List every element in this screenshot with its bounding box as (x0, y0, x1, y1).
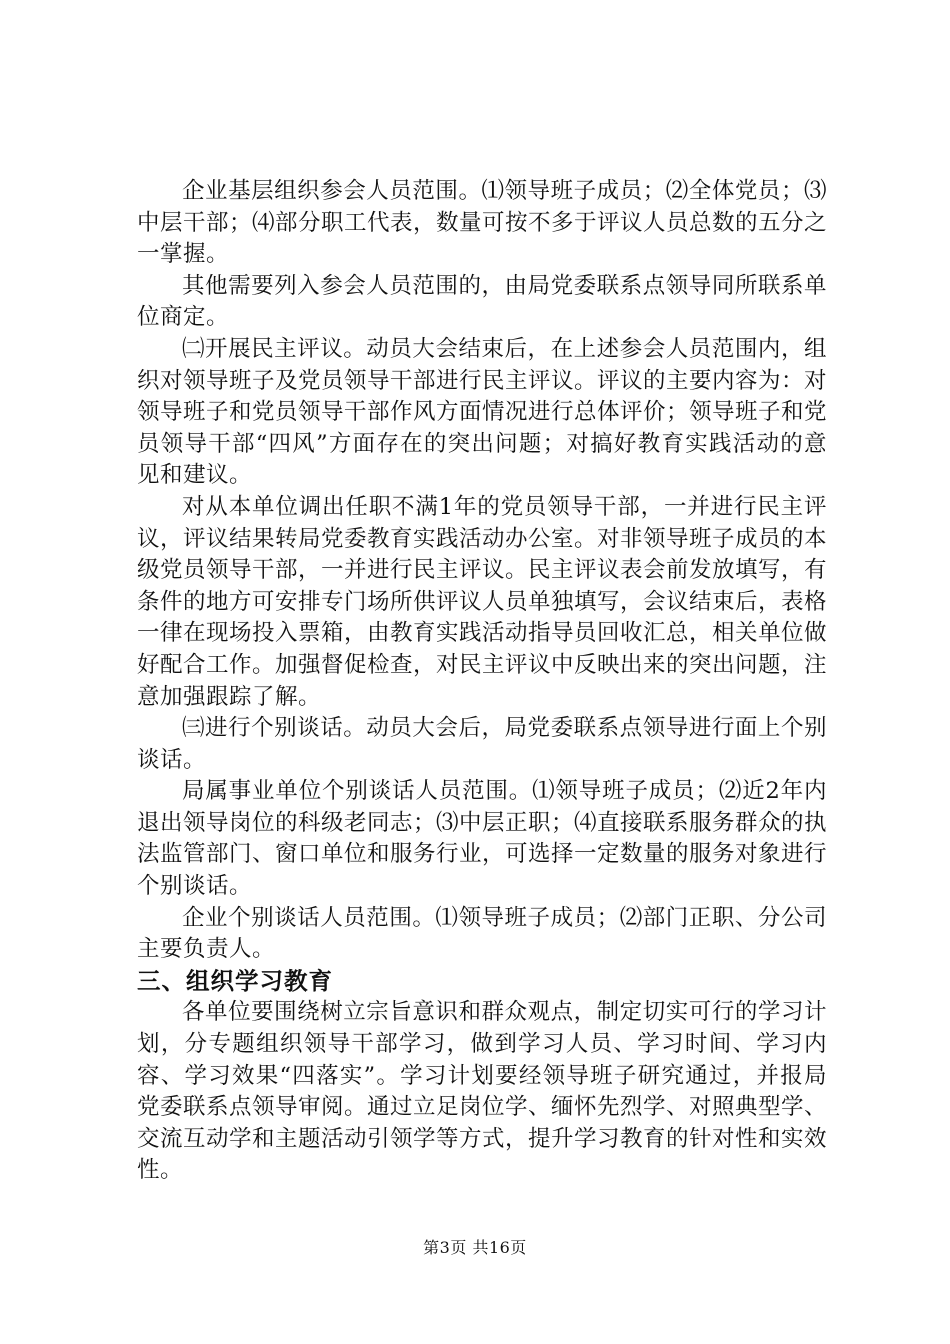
paragraph-attendee-scope-enterprise: 企业基层组织参会人员范围。⑴领导班子成员；⑵全体党员；⑶中层干部；⑷部分职工代表，数量可按不多于评议人员总数的五分之一掌握。 (137, 178, 828, 268)
paragraph-talk-scope-institutions: 局属事业单位个别谈话人员范围。⑴领导班子成员；⑵近2年内退出领导岗位的科级老同志；⑶中层正职；⑷直接联系服务群众的执法监管部门、窗口单位和服务行业，可选择一定数量的服务对象进行个别谈话。 (137, 778, 828, 900)
paragraph-individual-talks: ㈢进行个别谈话。动员大会后，局党委联系点领导进行面上个别谈话。 (137, 715, 827, 773)
paragraph-talk-scope-enterprise: 企业个别谈话人员范围。⑴领导班子成员；⑵部门正职、分公司主要负责人。 (137, 904, 827, 963)
page-footer: 第3页 共16页 (423, 1238, 527, 1257)
section-heading: 三、组织学习教育 (137, 966, 333, 995)
paragraph-other-attendees: 其他需要列入参会人员范围的，由局党委联系点领导同所联系单位商定。 (137, 272, 827, 331)
paragraph-democratic-review: ㈡开展民主评议。动员大会结束后，在上述参会人员范围内，组织对领导班子及党员领导干部进行民主评议。评议的主要内容为：对领导班子和党员领导干部作风方面情况进行总体评价；领导班子和党员领导干部“四风”方面存在的突出问题；对搞好教育实践活动的意见和建议。 (137, 335, 828, 489)
paragraph-review-details: 对从本单位调出任职不满1年的党员领导干部，一并进行民主评议，评议结果转局党委教育实践活动办公室。对非领导班子成员的本级党员领导干部，一并进行民主评议。民主评议表会前发放填写，有条件的地方可安排专门场所供评议人员单独填写，会议结束后，表格一律在现场投入票箱，由教育实践活动指导员回收汇总，相关单位做好配合工作。加强督促检查，对民主评议中反映出来的突出问题，注意加强跟踪了解。 (137, 493, 828, 710)
paragraph-study-plan: 各单位要围绕树立宗旨意识和群众观点，制定切实可行的学习计划，分专题组织领导干部学习，做到学习人员、学习时间、学习内容、学习效果“四落实”。学习计划要经领导班子研究通过，并报局党委联系点领导审阅。通过立足岗位学、缅怀先烈学、对照典型学、交流互动学和主题活动引领学等方式，提升学习教育的针对性和实效性。 (137, 999, 828, 1184)
document-body (137, 176, 827, 1187)
